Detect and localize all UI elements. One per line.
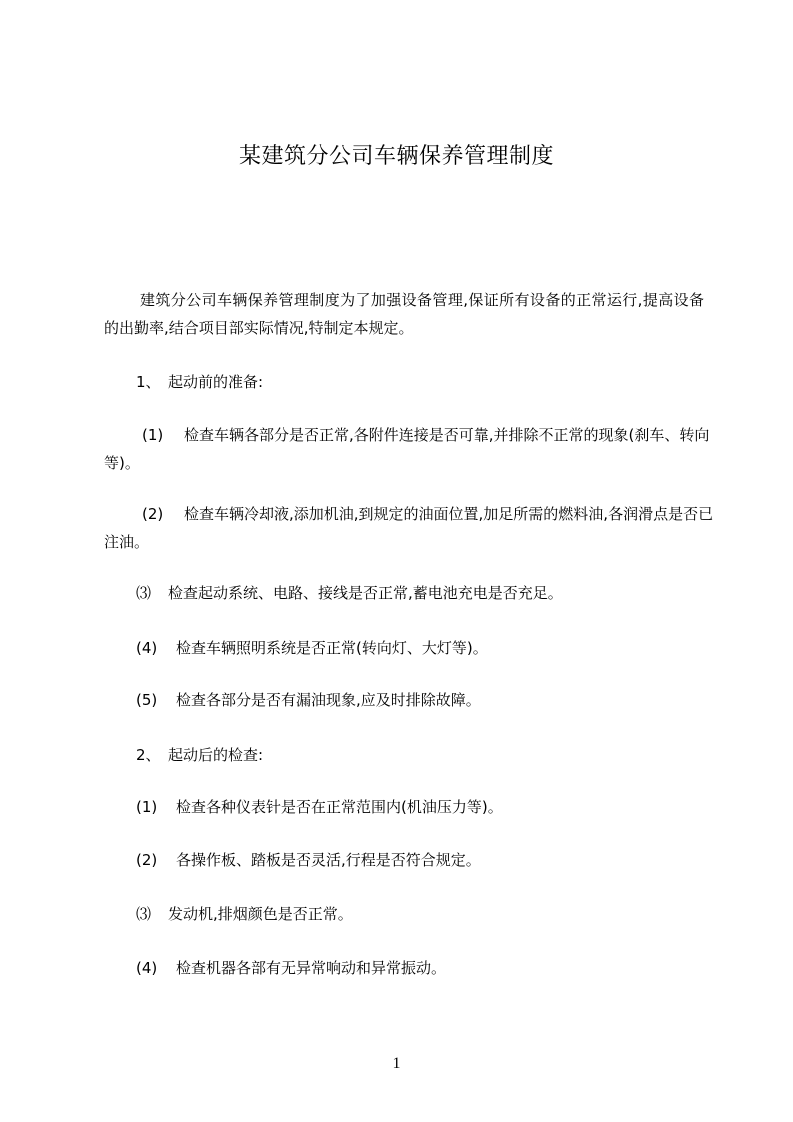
item-number: ⑶ — [136, 584, 152, 602]
list-item — [136, 793, 503, 821]
list-item — [136, 954, 446, 982]
item-number: (4) — [136, 639, 158, 657]
list-item — [136, 634, 488, 662]
item-number: (2) — [136, 851, 158, 869]
item-text: 发动机,排烟颜色是否正常。 — [168, 905, 353, 923]
list-item — [136, 846, 481, 874]
item-number: ⑶ — [136, 905, 152, 923]
item-text: 检查车辆冷却液,添加机油,到规定的油面位置,加足所需的燃料油,各润滑点是否已注油。 — [104, 505, 714, 551]
section-1-number: 1、 — [136, 373, 161, 391]
item-number: (1) — [136, 798, 158, 816]
item-text: 检查车辆各部分是否正常,各附件连接是否可靠,并排除不正常的现象(刹车、转向等)。 — [104, 426, 710, 472]
item-text: 检查车辆照明系统是否正常(转向灯、大灯等)。 — [176, 639, 488, 657]
section-2-number: 2、 — [136, 746, 161, 764]
item-number: (2) — [142, 505, 164, 523]
list-item — [104, 500, 724, 556]
list-item — [136, 900, 353, 928]
page-number: 1 — [392, 1055, 401, 1072]
item-text: 检查各部分是否有漏油现象,应及时排除故障。 — [176, 691, 481, 709]
section-2-title: 起动后的检查: — [168, 746, 264, 764]
item-text: 检查各种仪表针是否在正常范围内(机油压力等)。 — [176, 798, 503, 816]
item-text: 各操作板、踏板是否灵活,行程是否符合规定。 — [176, 851, 481, 869]
item-text: 检查起动系统、电路、接线是否正常,蓄电池充电是否充足。 — [168, 584, 563, 602]
section-1-title: 起动前的准备: — [168, 373, 264, 391]
item-number: (4) — [136, 959, 158, 977]
intro-paragraph: 建筑分公司车辆保养管理制度为了加强设备管理,保证所有设备的正常运行,提高设备的出勤率,结合项目部实际情况,特制定本规定。 — [104, 291, 704, 337]
item-text: 检查机器各部有无异常响动和异常振动。 — [176, 959, 447, 977]
list-item — [136, 579, 563, 607]
list-item — [104, 421, 724, 477]
item-number: (5) — [136, 691, 158, 709]
document-title: 某建筑分公司车辆保养管理制度 — [238, 144, 554, 169]
item-number: (1) — [142, 426, 164, 444]
section-1-heading — [136, 368, 263, 396]
section-2-heading — [136, 741, 263, 769]
list-item — [136, 686, 481, 714]
